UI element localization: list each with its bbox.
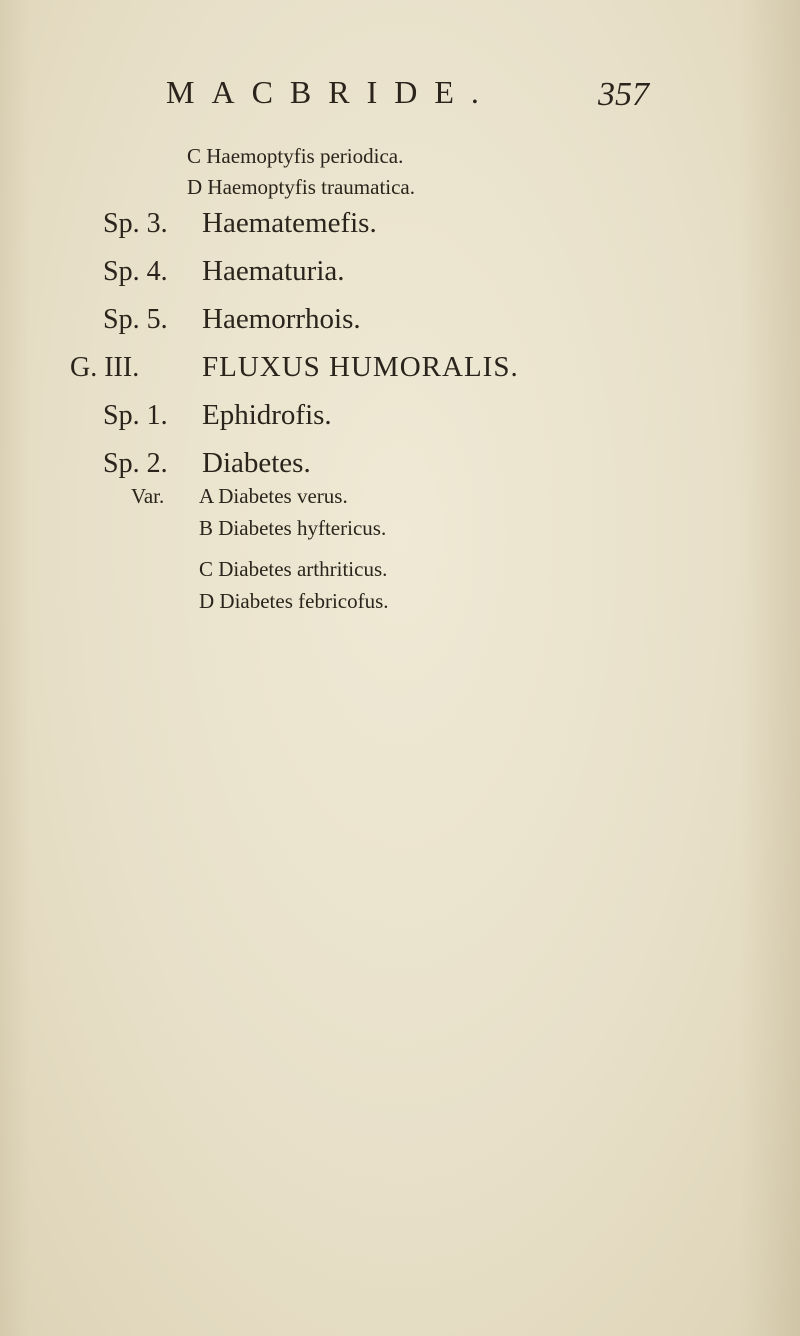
entry-text: Ephidrofis. xyxy=(202,399,332,431)
page-right-shadow xyxy=(740,0,800,1336)
entry-text: Haematemefis. xyxy=(202,207,377,239)
page-left-shadow xyxy=(0,0,30,1336)
entry-text: Diabetes. xyxy=(202,447,311,479)
species-label: Sp. 2. xyxy=(103,448,168,479)
entry-text: A Diabetes verus. xyxy=(199,484,348,508)
entry-text: D Haemoptyfis traumatica. xyxy=(187,175,416,199)
entry-text: B Diabetes hyftericus. xyxy=(199,516,387,540)
page-number: 357 xyxy=(598,76,649,113)
species-label: Sp. 1. xyxy=(103,400,168,431)
genus-title: FLUXUS HUMORALIS. xyxy=(202,351,519,383)
species-label: Sp. 4. xyxy=(103,256,168,287)
entry-text: Haematuria. xyxy=(202,255,345,287)
genus-label: G. III. xyxy=(70,352,140,383)
entry-text: C Haemoptyfis periodica. xyxy=(187,144,404,168)
entry-text: C Diabetes arthriticus. xyxy=(199,557,388,581)
variety-label: Var. xyxy=(131,484,165,508)
species-label: Sp. 5. xyxy=(103,304,168,335)
entry-text: Haemorrhois. xyxy=(202,303,361,335)
species-label: Sp. 3. xyxy=(103,208,168,239)
running-header-title: MACBRIDE. xyxy=(166,74,496,110)
entry-text: D Diabetes febricofus. xyxy=(199,589,389,613)
